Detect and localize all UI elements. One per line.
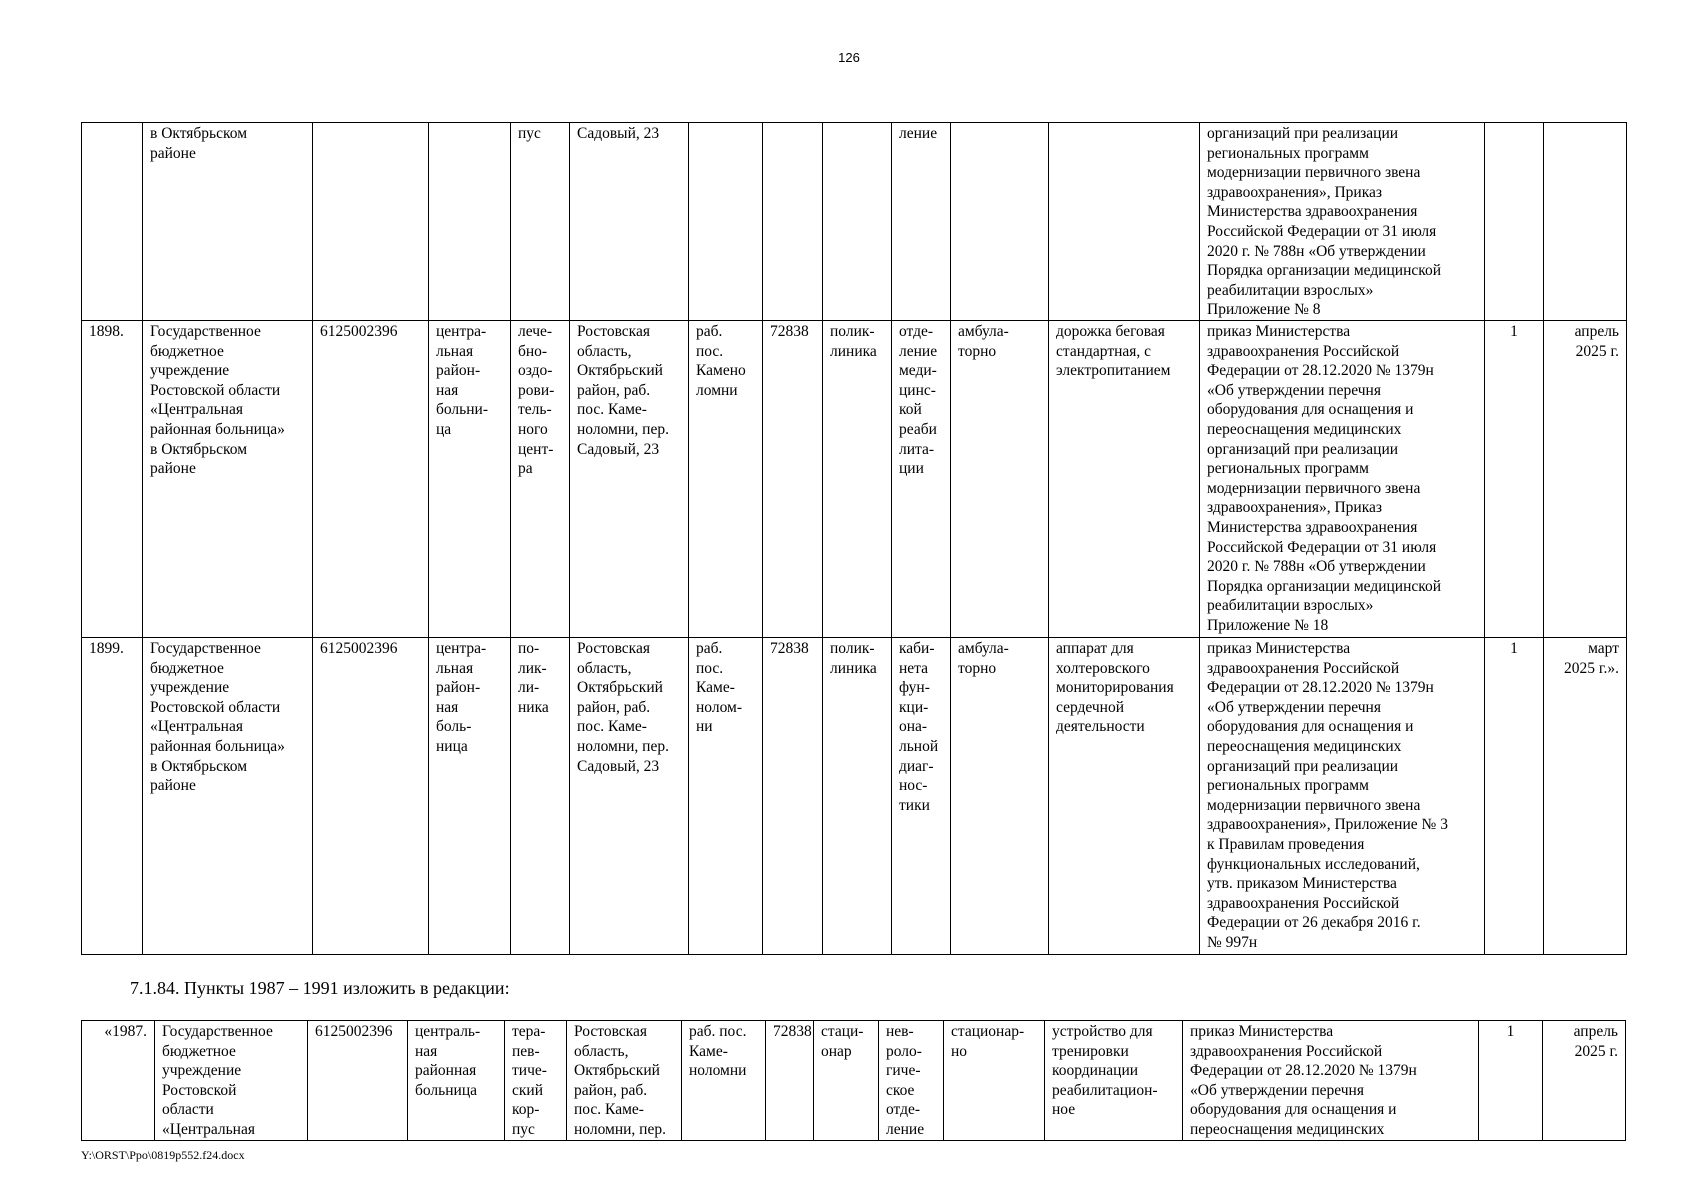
due-date: апрель 2025 г. <box>1543 1021 1626 1141</box>
inn: 6125002396 <box>308 1021 408 1141</box>
code: 72838 <box>763 638 823 955</box>
equipment: аппарат для холтеровского мониторирования сердечной деятельности <box>1049 638 1200 955</box>
care-form <box>823 123 892 321</box>
equipment-table <box>81 122 1627 955</box>
organization-name: Государственное бюджетное учреждение Ростовской области «Центральная районная больница» в Октябрьском районе <box>143 638 313 955</box>
locality: раб. пос. Каме- нолом- ни <box>689 638 763 955</box>
row-number: 1898. <box>82 321 143 638</box>
structural-unit: тера- пев- тиче- ский кор- пус <box>505 1021 567 1141</box>
locality: раб. пос. Камено ломни <box>689 321 763 638</box>
care-condition: амбула- торно <box>951 638 1049 955</box>
organization-type: центра- льная район- ная боль- ница <box>429 638 511 955</box>
organization-type: центра- льная район- ная больни- ца <box>429 321 511 638</box>
code <box>763 123 823 321</box>
organization-type <box>429 123 511 321</box>
table-row <box>82 1021 1626 1141</box>
due-date: апрель 2025 г. <box>1544 321 1627 638</box>
department: нев- роло- гиче- ское отде- ление <box>879 1021 944 1141</box>
structural-unit: по- лик- ли- ника <box>511 638 570 955</box>
inn: 6125002396 <box>313 321 429 638</box>
care-form: полик- линика <box>823 638 892 955</box>
care-form: полик- линика <box>823 321 892 638</box>
equipment: дорожка беговая стандартная, с электропитанием <box>1049 321 1200 638</box>
quantity: 1 <box>1485 321 1544 638</box>
organization-name: Государственное бюджетное учреждение Ростовской области «Центральная <box>155 1021 308 1141</box>
department: каби- нета фун- кци- она- льной диаг- нос- тики <box>892 638 951 955</box>
legal-basis: приказ Министерства здравоохранения Российской Федерации от 28.12.2020 № 1379н «Об утверждении перечня оборудования для оснащения и переоснащения медицинских <box>1183 1021 1479 1141</box>
inn: 6125002396 <box>313 638 429 955</box>
structural-unit: пус <box>511 123 570 321</box>
address: Ростовская область, Октябрьский район, раб. пос. Каме- ноломни, пер. <box>567 1021 682 1141</box>
due-date: март 2025 г.». <box>1544 638 1627 955</box>
row-number <box>82 123 143 321</box>
care-condition <box>951 123 1049 321</box>
care-condition: стационар- но <box>944 1021 1045 1141</box>
table-row <box>82 123 1627 321</box>
code: 72838 <box>766 1021 814 1141</box>
equipment <box>1049 123 1200 321</box>
quantity <box>1485 123 1544 321</box>
section-heading: 7.1.84. Пункты 1987 – 1991 изложить в редакции: <box>130 978 510 998</box>
quantity: 1 <box>1479 1021 1543 1141</box>
locality: раб. пос. Каме- ноломни <box>682 1021 766 1141</box>
structural-unit: лече- бно- оздо- рови- тель- ного цент- ра <box>511 321 570 638</box>
organization-name: в Октябрьском районе <box>143 123 313 321</box>
department: ление <box>892 123 951 321</box>
care-form: стаци- онар <box>814 1021 879 1141</box>
table-row <box>82 321 1627 638</box>
address: Ростовская область, Октябрьский район, раб. пос. Каме- ноломни, пер. Садовый, 23 <box>570 638 689 955</box>
table-row <box>82 638 1627 955</box>
inn <box>313 123 429 321</box>
organization-name: Государственное бюджетное учреждение Ростовской области «Центральная районная больница» в Октябрьском районе <box>143 321 313 638</box>
row-number: «1987. <box>82 1021 155 1141</box>
due-date <box>1544 123 1627 321</box>
organization-type: централь- ная районная больница <box>408 1021 505 1141</box>
equipment: устройство для тренировки координации реабилитацион- ное <box>1045 1021 1183 1141</box>
locality <box>689 123 763 321</box>
code: 72838 <box>763 321 823 638</box>
department: отде- ление меди- цинс- кой реаби лита- ции <box>892 321 951 638</box>
page-number: 126 <box>838 50 860 65</box>
address: Садовый, 23 <box>570 123 689 321</box>
quantity: 1 <box>1485 638 1544 955</box>
legal-basis: приказ Министерства здравоохранения Российской Федерации от 28.12.2020 № 1379н «Об утверждении перечня оборудования для оснащения и переоснащения медицинских организаций при реализации региональных программ модернизации первичного звена здравоохранения», Приложение № 3 к Правилам проведения функциональных исследований, утв. приказом Министерства здравоохранения Российской Федерации от 26 декабря 2016 г. № 997н <box>1200 638 1485 955</box>
equipment-table-continued <box>81 1020 1626 1141</box>
care-condition: амбула- торно <box>951 321 1049 638</box>
document-path: Y:\ORST\Ppo\0819p552.f24.docx <box>81 1148 245 1162</box>
address: Ростовская область, Октябрьский район, раб. пос. Каме- ноломни, пер. Садовый, 23 <box>570 321 689 638</box>
row-number: 1899. <box>82 638 143 955</box>
legal-basis: организаций при реализации региональных программ модернизации первичного звена здравоохранения», Приказ Министерства здравоохранения Российской Федерации от 31 июля 2020 г. № 788н «Об утверждении Порядка организации медицинской реабилитации взрослых» Приложение № 8 <box>1200 123 1485 321</box>
legal-basis: приказ Министерства здравоохранения Российской Федерации от 28.12.2020 № 1379н «Об утверждении перечня оборудования для оснащения и переоснащения медицинских организаций при реализации региональных программ модернизации первичного звена здравоохранения», Приказ Министерства здравоохранения Российской Федерации от 31 июля 2020 г. № 788н «Об утверждении Порядка организации медицинской реабилитации взрослых» Приложение № 18 <box>1200 321 1485 638</box>
